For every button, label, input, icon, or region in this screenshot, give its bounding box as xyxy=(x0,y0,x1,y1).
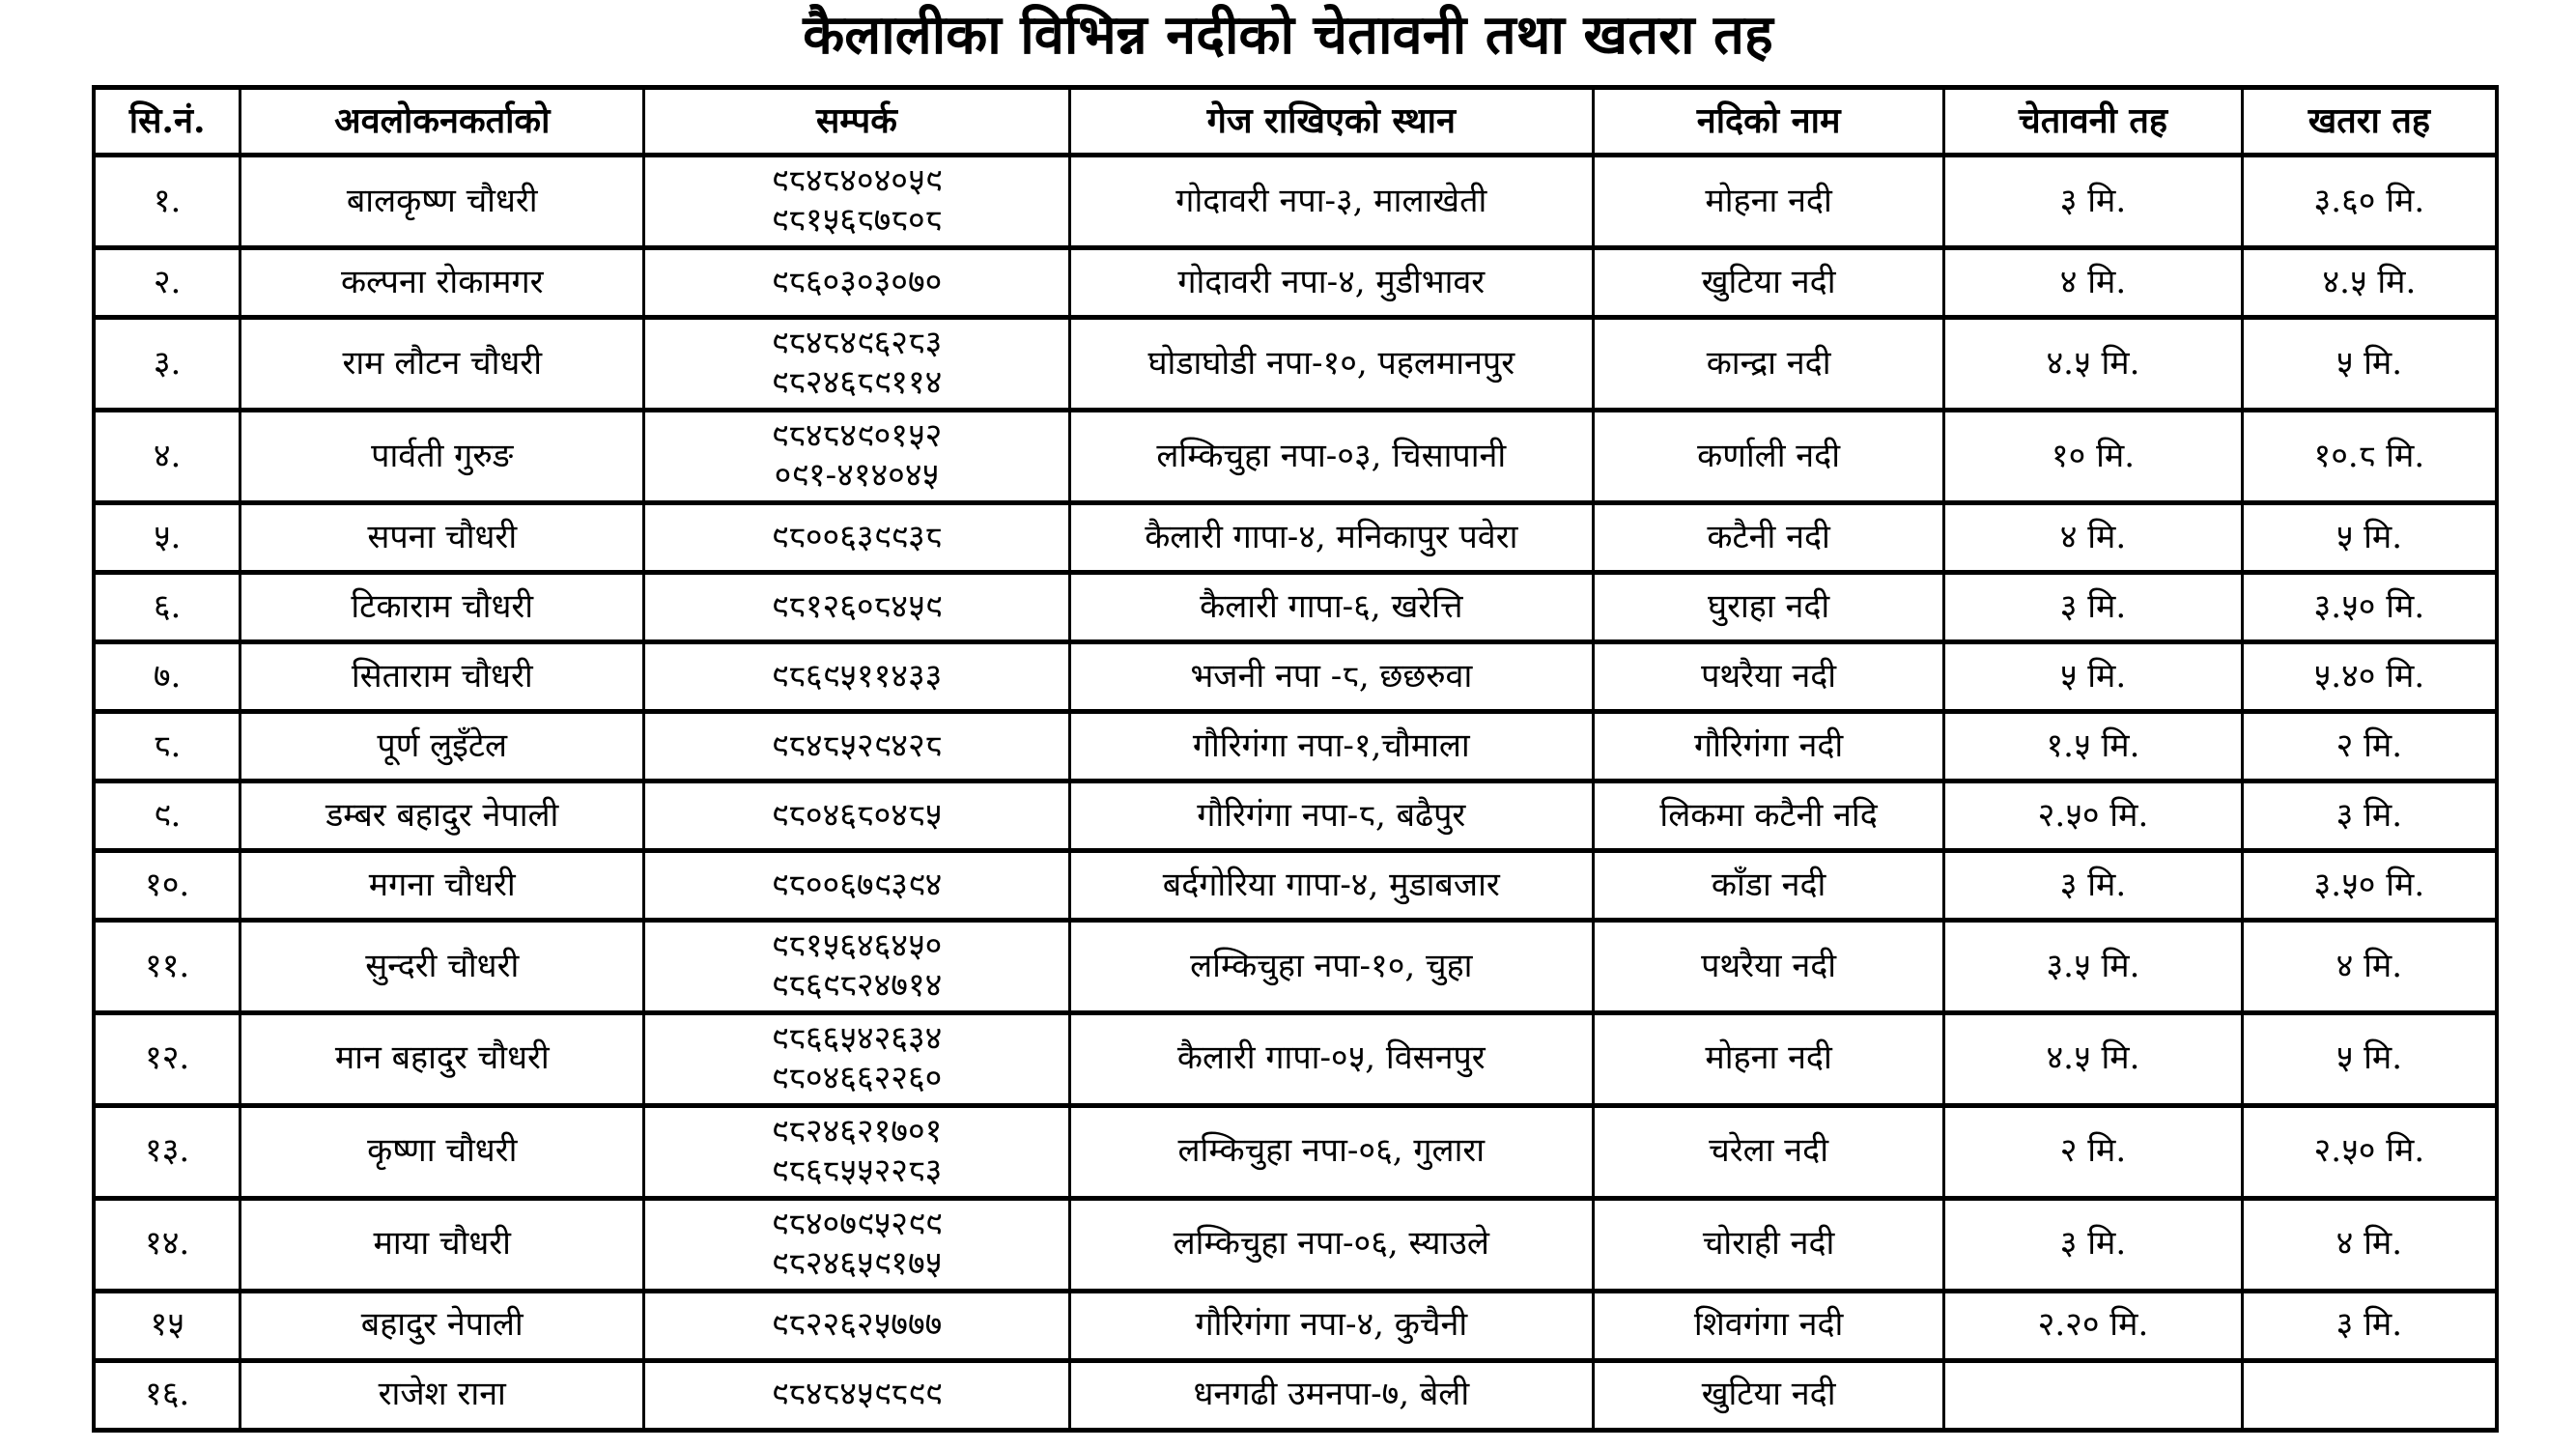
phone-number: ९८४८४९६२८३ xyxy=(771,323,943,362)
sn-cell: ११. xyxy=(94,920,241,1012)
danger-cell: ५.४० मि. xyxy=(2242,641,2497,711)
location-cell: कैलारी गापा-४, मनिकापुर पवेरा xyxy=(1069,502,1593,572)
danger-cell: ३ मि. xyxy=(2242,1291,2497,1360)
header-cell-contact: सम्पर्क xyxy=(644,88,1069,156)
observer-cell: पूर्ण लुइँटेल xyxy=(241,711,644,781)
location-cell: घोडाघोडी नपा-१०, पहलमानपुर xyxy=(1069,317,1593,410)
observer-cell: बहादुर नेपाली xyxy=(241,1291,644,1360)
warning-cell: ४.५ मि. xyxy=(1944,1012,2243,1105)
danger-cell: ४ मि. xyxy=(2242,920,2497,1012)
table-row xyxy=(94,572,2497,641)
location-cell: गोदावरी नपा-३, मालाखेती xyxy=(1069,156,1593,248)
phone-number: ९८२२६२५७७७ xyxy=(771,1305,943,1345)
contact-cell xyxy=(644,1105,1069,1198)
table-row xyxy=(94,850,2497,920)
phone-number: ९८००६३९९३८ xyxy=(771,517,943,556)
phone-number: ९८४०७९५२९९ xyxy=(771,1204,943,1243)
warning-cell: १० मि. xyxy=(1944,410,2243,502)
warning-cell: १.५ मि. xyxy=(1944,711,2243,781)
contact-cell xyxy=(644,1012,1069,1105)
contact-cell xyxy=(644,781,1069,850)
sn-cell: ६. xyxy=(94,572,241,641)
river-cell: शिवगंगा नदी xyxy=(1593,1291,1943,1360)
observer-cell: पार्वती गुरुङ xyxy=(241,410,644,502)
contact-cell xyxy=(644,641,1069,711)
phone-number: ९८४८५२९४२८ xyxy=(771,725,943,765)
sn-cell: ५. xyxy=(94,502,241,572)
danger-cell: ३ मि. xyxy=(2242,781,2497,850)
warning-cell: ३ मि. xyxy=(1944,156,2243,248)
danger-cell: ५ मि. xyxy=(2242,317,2497,410)
phone-number: ९८२४६२१७०१ xyxy=(771,1111,943,1151)
warning-cell: ५ मि. xyxy=(1944,641,2243,711)
contact-cell xyxy=(644,920,1069,1012)
sn-cell: १३. xyxy=(94,1105,241,1198)
danger-cell: १०.८ मि. xyxy=(2242,410,2497,502)
phone-number: ९८६०३०३०७० xyxy=(771,262,943,301)
river-cell: खुटिया नदी xyxy=(1593,247,1943,317)
observer-cell: डम्बर बहादुर नेपाली xyxy=(241,781,644,850)
phone-number: ९८६८५५२२८३ xyxy=(771,1151,943,1191)
warning-cell: २.२० मि. xyxy=(1944,1291,2243,1360)
warning-cell: ४.५ मि. xyxy=(1944,317,2243,410)
river-cell: मोहना नदी xyxy=(1593,1012,1943,1105)
table-row xyxy=(94,1198,2497,1291)
table-row xyxy=(94,247,2497,317)
danger-cell: ३.५० मि. xyxy=(2242,850,2497,920)
river-cell: काँडा नदी xyxy=(1593,850,1943,920)
location-cell: धनगढी उमनपा-७, बेली xyxy=(1069,1360,1593,1430)
header-cell-warning: चेतावनी तह xyxy=(1944,88,2243,156)
phone-number: ९८०४६८०४८५ xyxy=(771,795,943,835)
location-cell: लम्किचुहा नपा-०३, चिसापानी xyxy=(1069,410,1593,502)
warning-cell: ३ मि. xyxy=(1944,1198,2243,1291)
warning-cell: ४ मि. xyxy=(1944,247,2243,317)
observer-cell: बालकृष्ण चौधरी xyxy=(241,156,644,248)
river-cell: मोहना नदी xyxy=(1593,156,1943,248)
river-cell: चरेला नदी xyxy=(1593,1105,1943,1198)
warning-cell: ३ मि. xyxy=(1944,850,2243,920)
danger-cell: ३.६० मि. xyxy=(2242,156,2497,248)
river-cell: कटैनी नदी xyxy=(1593,502,1943,572)
observer-cell: टिकाराम चौधरी xyxy=(241,572,644,641)
phone-number: ९८००६७९३९४ xyxy=(771,865,943,904)
danger-cell: ४.५ मि. xyxy=(2242,247,2497,317)
table-row xyxy=(94,781,2497,850)
contact-cell xyxy=(644,410,1069,502)
phone-number: ९८६६५४२६३४ xyxy=(771,1018,943,1058)
warning-cell: २ मि. xyxy=(1944,1105,2243,1198)
sn-cell: ७. xyxy=(94,641,241,711)
table-row xyxy=(94,711,2497,781)
river-warning-table xyxy=(92,85,2499,1433)
contact-cell xyxy=(644,247,1069,317)
observer-cell: माया चौधरी xyxy=(241,1198,644,1291)
river-cell: कर्णाली नदी xyxy=(1593,410,1943,502)
river-cell: पथरैया नदी xyxy=(1593,641,1943,711)
header-row xyxy=(94,88,2497,156)
danger-cell: ५ मि. xyxy=(2242,502,2497,572)
observer-cell: सिताराम चौधरी xyxy=(241,641,644,711)
phone-number: ९८१२६०८४५९ xyxy=(771,586,943,626)
table-row xyxy=(94,641,2497,711)
table-body xyxy=(94,156,2497,1431)
sn-cell: १६. xyxy=(94,1360,241,1430)
river-cell: कान्द्रा नदी xyxy=(1593,317,1943,410)
table-header xyxy=(94,88,2497,156)
table-row xyxy=(94,1291,2497,1360)
phone-number: ९८६९८२४७१४ xyxy=(771,966,943,1006)
danger-cell: ३.५० मि. xyxy=(2242,572,2497,641)
river-cell: घुराहा नदी xyxy=(1593,572,1943,641)
phone-number: ९८१५६८७८०८ xyxy=(771,201,943,241)
table-row xyxy=(94,1360,2497,1430)
location-cell: गौरिगंगा नपा-१,चौमाला xyxy=(1069,711,1593,781)
observer-cell: राजेश राना xyxy=(241,1360,644,1430)
danger-cell: ४ मि. xyxy=(2242,1198,2497,1291)
observer-cell: राम लौटन चौधरी xyxy=(241,317,644,410)
phone-number: ९८२४६८९११४ xyxy=(771,363,943,403)
header-cell-danger: खतरा तह xyxy=(2242,88,2497,156)
observer-cell: सपना चौधरी xyxy=(241,502,644,572)
phone-number: ९८२४६५९१७५ xyxy=(771,1244,943,1284)
contact-cell xyxy=(644,1291,1069,1360)
sn-cell: ८. xyxy=(94,711,241,781)
contact-cell xyxy=(644,1198,1069,1291)
location-cell: गौरिगंगा नपा-४, कुचैनी xyxy=(1069,1291,1593,1360)
location-cell: गोदावरी नपा-४, मुडीभावर xyxy=(1069,247,1593,317)
phone-number: ९८४८४५९८९९ xyxy=(771,1375,943,1414)
river-cell: खुटिया नदी xyxy=(1593,1360,1943,1430)
danger-cell: २ मि. xyxy=(2242,711,2497,781)
header-cell-sn: सि.नं. xyxy=(94,88,241,156)
location-cell: लम्किचुहा नपा-१०, चुहा xyxy=(1069,920,1593,1012)
location-cell: कैलारी गापा-०५, विसनपुर xyxy=(1069,1012,1593,1105)
table-row xyxy=(94,317,2497,410)
contact-cell xyxy=(644,317,1069,410)
warning-cell: ३.५ मि. xyxy=(1944,920,2243,1012)
location-cell: भजनी नपा -८, छछरुवा xyxy=(1069,641,1593,711)
river-cell: चोराही नदी xyxy=(1593,1198,1943,1291)
location-cell: गौरिगंगा नपा-८, बढैपुर xyxy=(1069,781,1593,850)
river-cell: गौरिगंगा नदी xyxy=(1593,711,1943,781)
sn-cell: १४. xyxy=(94,1198,241,1291)
header-cell-location: गेज राखिएको स्थान xyxy=(1069,88,1593,156)
sn-cell: ३. xyxy=(94,317,241,410)
phone-number: ०९१-४१४०४५ xyxy=(774,456,940,496)
location-cell: कैलारी गापा-६, खरेत्ति xyxy=(1069,572,1593,641)
observer-cell: सुन्दरी चौधरी xyxy=(241,920,644,1012)
contact-cell xyxy=(644,1360,1069,1430)
phone-number: ९८१५६४६४५० xyxy=(771,925,943,965)
table-row xyxy=(94,1012,2497,1105)
warning-cell: २.५० मि. xyxy=(1944,781,2243,850)
river-cell: पथरैया नदी xyxy=(1593,920,1943,1012)
page-title: कैलालीका विभिन्न नदीको चेतावनी तथा खतरा तह xyxy=(803,3,1773,67)
observer-cell: मान बहादुर चौधरी xyxy=(241,1012,644,1105)
location-cell: बर्दगोरिया गापा-४, मुडाबजार xyxy=(1069,850,1593,920)
table-row xyxy=(94,1105,2497,1198)
contact-cell xyxy=(644,572,1069,641)
danger-cell: २.५० मि. xyxy=(2242,1105,2497,1198)
location-cell: लम्किचुहा नपा-०६, गुलारा xyxy=(1069,1105,1593,1198)
warning-cell: ३ मि. xyxy=(1944,572,2243,641)
table-row xyxy=(94,410,2497,502)
river-cell: लिकमा कटैनी नदि xyxy=(1593,781,1943,850)
sn-cell: १०. xyxy=(94,850,241,920)
contact-cell xyxy=(644,711,1069,781)
sn-cell: ९. xyxy=(94,781,241,850)
observer-cell: मगना चौधरी xyxy=(241,850,644,920)
sn-cell: १. xyxy=(94,156,241,248)
warning-cell xyxy=(1944,1360,2243,1430)
phone-number: ९८४८४९०१५२ xyxy=(771,415,943,455)
phone-number: ९८६९५११४३३ xyxy=(771,656,943,696)
observer-cell: कल्पना रोकामगर xyxy=(241,247,644,317)
header-cell-observer: अवलोकनकर्ताको xyxy=(241,88,644,156)
danger-cell xyxy=(2242,1360,2497,1430)
observer-cell: कृष्णा चौधरी xyxy=(241,1105,644,1198)
table-row xyxy=(94,920,2497,1012)
danger-cell: ५ मि. xyxy=(2242,1012,2497,1105)
contact-cell xyxy=(644,156,1069,248)
sn-cell: १२. xyxy=(94,1012,241,1105)
contact-cell xyxy=(644,850,1069,920)
sn-cell: ४. xyxy=(94,410,241,502)
header-cell-river: नदिको नाम xyxy=(1593,88,1943,156)
contact-cell xyxy=(644,502,1069,572)
table-row xyxy=(94,502,2497,572)
table-row xyxy=(94,156,2497,248)
sn-cell: १५ xyxy=(94,1291,241,1360)
phone-number: ९८४८४०४०५९ xyxy=(771,161,943,200)
phone-number: ९८०४६६२२६० xyxy=(771,1059,943,1098)
location-cell: लम्किचुहा नपा-०६, स्याउले xyxy=(1069,1198,1593,1291)
warning-cell: ४ मि. xyxy=(1944,502,2243,572)
sn-cell: २. xyxy=(94,247,241,317)
